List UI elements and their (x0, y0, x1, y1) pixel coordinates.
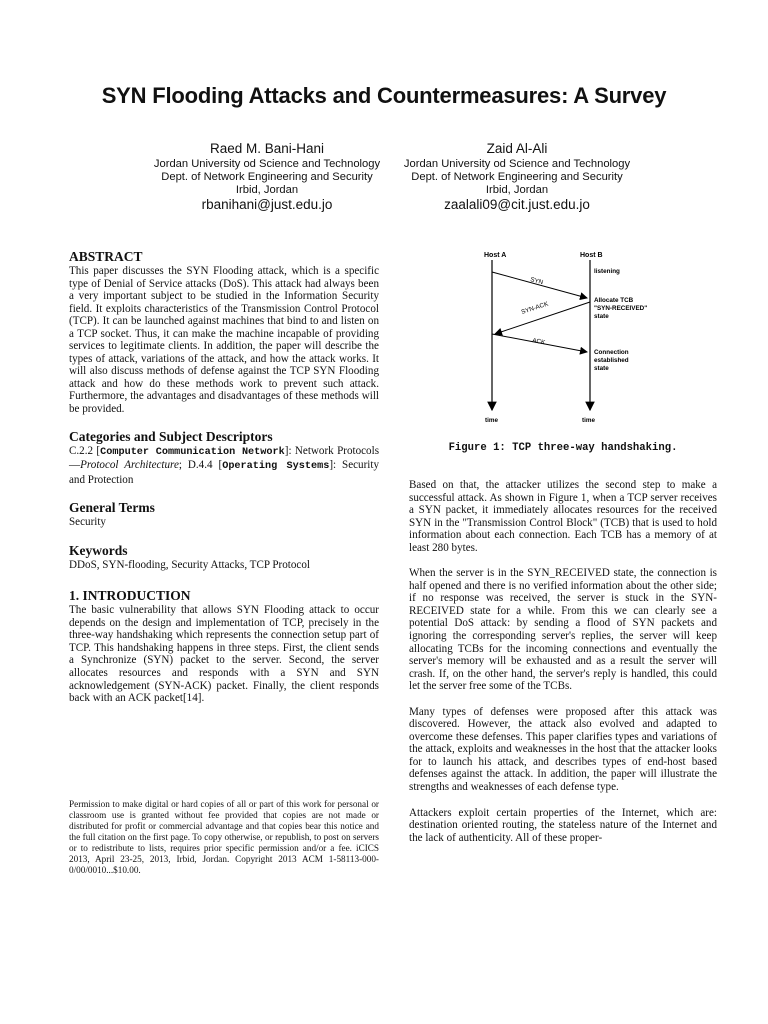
author-affiliation: Jordan University od Science and Technology (403, 158, 631, 170)
author-department: Dept. of Network Engineering and Security (161, 171, 373, 183)
abstract-heading: ABSTRACT (69, 249, 143, 264)
author-city: Irbid, Jordan (235, 184, 299, 196)
author-name: Zaid Al-Ali (486, 141, 548, 156)
abstract-text: This paper discusses the SYN Flooding attack, which is a specific type of Denial of Service attacks (DoS). This attack had always been a very important subject to be studied in the Information Security field. It exploits characteristics of the Transmission Control Protocol (TCP). It can be launched against machines that bind to and listen on a TCP socket. Thus, it can make the machine incapable of providing services to legitimate clients. In addition, the paper will describe the types of attack, variations of the attack, and how the attack works. It will also discuss methods of defense against the TCP SYN Flooding attack and how do these methods work to prevent such attack. Furthermore, the advantages and disadvantages of these methods will be provided. (69, 265, 379, 416)
author-2 (352, 140, 682, 213)
paragraph: Attackers exploit certain properties of the Internet, which are: destination oriented routing, the stateless nature of the Internet and the lack of authenticity. All of these proper- (409, 806, 717, 844)
left-column (69, 249, 379, 705)
paragraph: When the server is in the SYN_RECEIVED state, the connection is half opened and there is no verified information about the other side; if no response was received, the server is stuck in the SYN-RECEIVED state for a while. From this we can clearly see a potential DoS attack: by sending a flood of SYN packets and ignoring the corresponding server's replies, the server will keep allocating TCBs for the incoming connections and eventually the server's memory will be exhausted and as a result the server will crash. If, on the other hand, the server's reply is handled, this could let the server free some of the TCBs. (409, 567, 717, 693)
general-terms-text: Security (69, 516, 106, 529)
allocate-label-1: Allocate TCB (594, 297, 634, 304)
time-label-b: time (582, 417, 595, 424)
connection-label-1: Connection (594, 349, 629, 356)
author-affiliation: Jordan University od Science and Technology (153, 158, 381, 170)
paragraph: Based on that, the attacker utilizes the second step to make a successful attack. As shown in Figure 1, when a TCP server receives a SYN packet, it immediately allocates resources for the received SYN in the "Transmission Control Block" (TCB) that is used to hold information about each connection. Each TCB has a memory of at least 280 bytes. (409, 479, 717, 554)
paper-title: SYN Flooding Attacks and Countermeasures: A Survey (101, 83, 667, 108)
allocate-label-3: state (594, 313, 609, 320)
keywords-text: DDoS, SYN-flooding, Security Attacks, TCP Protocol (69, 558, 310, 571)
author-department: Dept. of Network Engineering and Security (411, 171, 623, 183)
paragraph: Many types of defenses were proposed after this attack was discovered. However, the attack also evolved and adapted to overcome these defenses. This paper clarifies types and variations of the attack, exploits and weaknesses in the host that the attacker looks for to launch his attack, and describes types of end-host based defenses against the attack. In addition, the paper will illustrate the strengths and weaknesses of each defense type. (409, 705, 717, 794)
synack-label: SYN-ACK (520, 300, 550, 316)
introduction-heading: 1. INTRODUCTION (69, 588, 191, 604)
handshake-figure (480, 248, 680, 428)
introduction-text: The basic vulnerability that allows SYN Flooding attack to occur depends on the design and implementation of TCP, precisely in the three-way handshaking which represents the connection setup part of TCP. This handshaking happens in three steps. First, the client sends a Synchronize (SYN) packet to the server. Second, the server allocates resources and responds with a SYN and SYN acknowledgement (SYN-ACK) packet. Finally, the client responds back with an ACK packet[14]. (69, 604, 379, 705)
connection-label-3: state (594, 365, 609, 372)
author-email: rbanihani@just.edu.jo (201, 197, 333, 212)
keywords-heading: Keywords (69, 542, 128, 558)
listening-label: listening (594, 268, 620, 275)
figure-caption: Figure 1: TCP three-way handshaking. (448, 442, 678, 454)
author-email: zaalali09@cit.just.edu.jo (444, 197, 590, 212)
categories-text: C.2.2 [Computer Communication Network]: Network Protocols—Protocol Architecture; D.4.4 [Operating Systems]: Security and Protection (69, 444, 380, 486)
ack-label: ACK (531, 337, 546, 347)
author-city: Irbid, Jordan (485, 184, 549, 196)
time-label-a: time (485, 417, 498, 424)
general-terms-heading: General Terms (69, 500, 155, 516)
permission-notice: Permission to make digital or hard copies of all or part of this work for personal or classroom use is granted without fee provided that copies are not made or distributed for profit or commercial advantage and that copies bear this notice and the full citation on the first page. To copy otherwise, or republish, to post on servers or to redistribute to lists, requires prior specific permission and/or a fee. iCICS 2013, April 23-25, 2013, Irbid, Jordan. Copyright 2013 ACM 1-58113-000-0/00/0010...$10.00. (69, 799, 379, 875)
host-b-label: Host B (580, 252, 603, 259)
author-name: Raed M. Bani-Hani (209, 141, 325, 156)
syn-label: SYN (529, 276, 544, 287)
host-a-label: Host A (484, 252, 507, 259)
right-column (409, 479, 717, 844)
allocate-label-2: "SYN-RECEIVED" (594, 305, 648, 312)
categories-heading: Categories and Subject Descriptors (69, 428, 273, 444)
connection-label-2: established (594, 357, 629, 364)
